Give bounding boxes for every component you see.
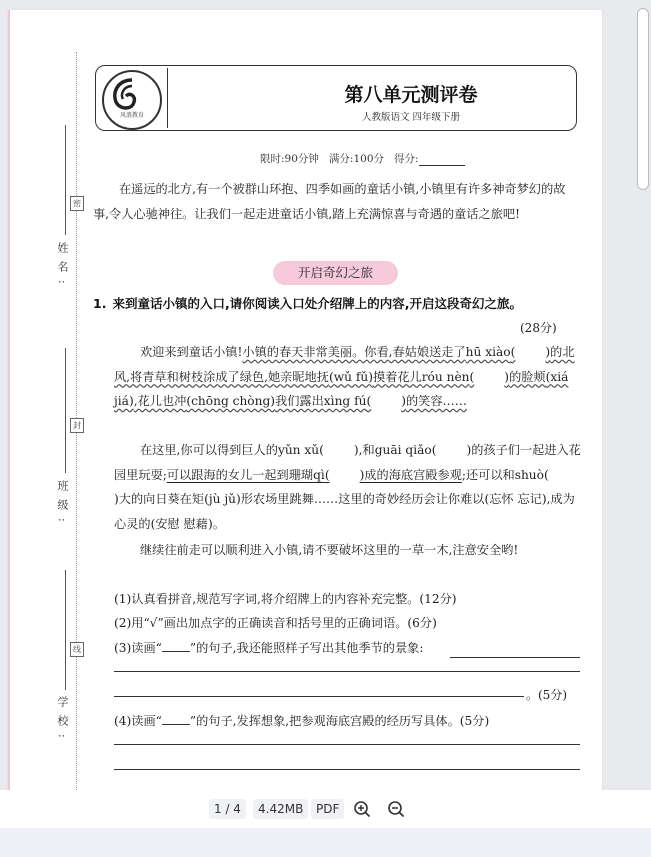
question-text: ”的句子,发挥想象,把参观海底宫殿的经历写具体。(5分) bbox=[189, 714, 490, 728]
answer-line[interactable] bbox=[450, 657, 580, 658]
answer-line[interactable] bbox=[114, 696, 524, 697]
question-text: (4)读画“ bbox=[114, 714, 162, 728]
passage-text: 大的向日葵在矩 bbox=[118, 492, 205, 506]
sub-question-4 bbox=[114, 709, 584, 734]
exam-title: 第八单元测评卷 bbox=[344, 84, 478, 106]
passage-text: 可以跟海的女儿一起到珊瑚 bbox=[166, 467, 314, 482]
sub-question-2: (2)用“√”画出加点字的正确读音和括号里的正确词语。(6分) bbox=[114, 616, 437, 630]
class-line bbox=[65, 348, 66, 473]
passage-paragraph-2: 在这里,你可以得到巨人的yǔn xǔ( ),和guāi qiǎo( )的孩子们一起进入花园里玩耍;可以跟海的女儿一起到珊瑚qì( )成的海底宫殿参观;还可以和shuò()大的向日葵在矩(jù jǔ)形农场里跳舞……这里的奇妙经历会让你难以(忘怀 忘记),成为心灵的(安慰 慰藉)。 bbox=[114, 443, 581, 531]
page-indicator: 1 / 4 bbox=[209, 799, 246, 819]
wavy-underlined-text: 小镇的春天非常美丽。你看,春姑娘送走了hū xiào( )的北风,将青草和树枝涂成了绿色,她亲昵地抚(wǔ fǔ)摸着花儿róu nèn( )的脸颊(xiá jiá),花儿也冲(chōng chòng)我们露出xìng fú( )的笑容…… bbox=[114, 345, 575, 408]
passage-text: ,成为心灵的 bbox=[114, 492, 575, 531]
pdf-page bbox=[8, 10, 602, 790]
school-line bbox=[65, 570, 66, 690]
reading-choice: (jù jǔ) bbox=[204, 492, 241, 506]
exam-subtitle: 人教版语文 四年级下册 bbox=[361, 112, 461, 123]
intro-paragraph: 在遥远的北方,有一个被群山环抱、四季如画的童话小镇,小镇里有许多神奇梦幻的故事,令人心驰神往。让我们一起走进童话小镇,踏上充满惊喜与奇遇的童话之旅吧! bbox=[93, 182, 566, 221]
answer-line[interactable] bbox=[114, 769, 580, 770]
school-label: 学校: bbox=[56, 696, 69, 746]
passage-text: 的笑容…… bbox=[405, 394, 467, 408]
exam-header bbox=[95, 65, 577, 131]
passage-text: ,花儿也冲 bbox=[133, 394, 187, 408]
question-1 bbox=[93, 294, 585, 314]
sub-question-1: (1)认真看拼音,规范写字词,将介绍牌上的内容补充完整。(12分) bbox=[114, 592, 457, 606]
passage-text: 成的海底宫殿参观 bbox=[364, 467, 462, 482]
swirl-logo-icon bbox=[104, 72, 160, 128]
pinyin-prompt: yǔn xǔ bbox=[277, 443, 320, 457]
passage-text: 我们露出 bbox=[275, 394, 324, 408]
reading-choice: (xiá jiá) bbox=[114, 369, 569, 408]
seal-mark: 封 bbox=[70, 418, 84, 433]
passage-text: ;还可以和 bbox=[461, 467, 515, 482]
question-text: ”的句子,我还能照样子写出其他季节的景象: bbox=[189, 641, 424, 655]
section-heading: 开启奇幻之旅 bbox=[273, 261, 398, 285]
passage-text: 的北风,将青草和树枝涂成了绿色,她亲昵地抚 bbox=[114, 345, 575, 384]
passage-text: 。 bbox=[212, 516, 225, 531]
name-line bbox=[65, 125, 66, 235]
header-divider bbox=[167, 68, 168, 128]
answer-line[interactable] bbox=[114, 744, 580, 745]
passage-text: 的孩子们一起进入花园里玩耍; bbox=[114, 443, 581, 482]
vertical-scrollbar[interactable] bbox=[637, 8, 649, 190]
class-label: 班级: bbox=[56, 480, 69, 530]
passage-text: 小镇的春天非常美丽。你看,春姑娘送走了 bbox=[242, 345, 466, 359]
passage-text: 形农场里跳舞……这里的奇妙经历会让你难以 bbox=[240, 492, 485, 506]
seal-mark: 密 bbox=[70, 196, 84, 211]
score-label: 得分: bbox=[394, 153, 419, 165]
wavy-line-sample bbox=[162, 639, 190, 652]
name-label: 姓名: bbox=[56, 242, 69, 292]
file-format: PDF bbox=[311, 799, 344, 819]
reading-choice: (chōng chòng) bbox=[186, 394, 276, 408]
passage-text: 摸着花儿 bbox=[372, 369, 422, 384]
pinyin-prompt: róu nèn bbox=[421, 369, 470, 384]
pinyin-prompt: guāi qiǎo bbox=[374, 443, 432, 457]
sub-question-3-score: 。(5分) bbox=[526, 688, 567, 702]
reading-choice: (wǔ fǔ) bbox=[328, 369, 373, 384]
question-text: (3)读画“ bbox=[114, 641, 162, 655]
passage-text: 欢迎来到童话小镇! bbox=[140, 345, 243, 359]
passage-text: ,和 bbox=[358, 443, 375, 457]
full-score: 满分:100分 bbox=[328, 153, 385, 165]
pinyin-prompt: shuò bbox=[514, 467, 544, 482]
word-choice: (安慰 慰藉) bbox=[150, 516, 213, 531]
answer-line[interactable] bbox=[114, 671, 580, 672]
time-limit: 限时:90分钟 bbox=[260, 153, 319, 165]
exam-meta bbox=[260, 151, 465, 166]
underlined-text: 可以跟海的女儿一起到珊瑚qì( )成的海底宫殿参观 bbox=[166, 467, 462, 482]
publisher-logo bbox=[102, 70, 162, 130]
file-size: 4.42MB bbox=[253, 799, 308, 819]
zoom-in-icon[interactable] bbox=[352, 799, 372, 819]
word-choice: (忘怀 忘记) bbox=[484, 492, 547, 506]
pinyin-prompt: hū xiào bbox=[465, 345, 511, 359]
underline-sample bbox=[162, 712, 190, 725]
passage-paragraph-1 bbox=[114, 340, 582, 414]
question-number: 1. bbox=[93, 296, 107, 311]
seal-mark: 线 bbox=[70, 642, 84, 657]
score-blank[interactable] bbox=[419, 154, 465, 166]
question-score: (28分) bbox=[520, 321, 557, 335]
passage-paragraph-3: 继续往前走可以顺利进入小镇,请不要破坏这里的一草一木,注意安全哟! bbox=[140, 543, 519, 557]
question-text: 来到童话小镇的入口,请你阅读入口处介绍牌上的内容,开启这段奇幻之旅。 bbox=[112, 296, 522, 311]
pinyin-prompt: xìng fú bbox=[323, 394, 367, 408]
zoom-out-icon[interactable] bbox=[386, 799, 406, 819]
logo-caption: 风浪教育 bbox=[119, 112, 144, 119]
passage-text: 在这里,你可以得到巨人的 bbox=[140, 443, 278, 457]
passage-text: 的脸颊 bbox=[509, 369, 546, 384]
viewer-toolbar bbox=[0, 790, 651, 828]
pinyin-prompt: qì bbox=[313, 467, 325, 482]
